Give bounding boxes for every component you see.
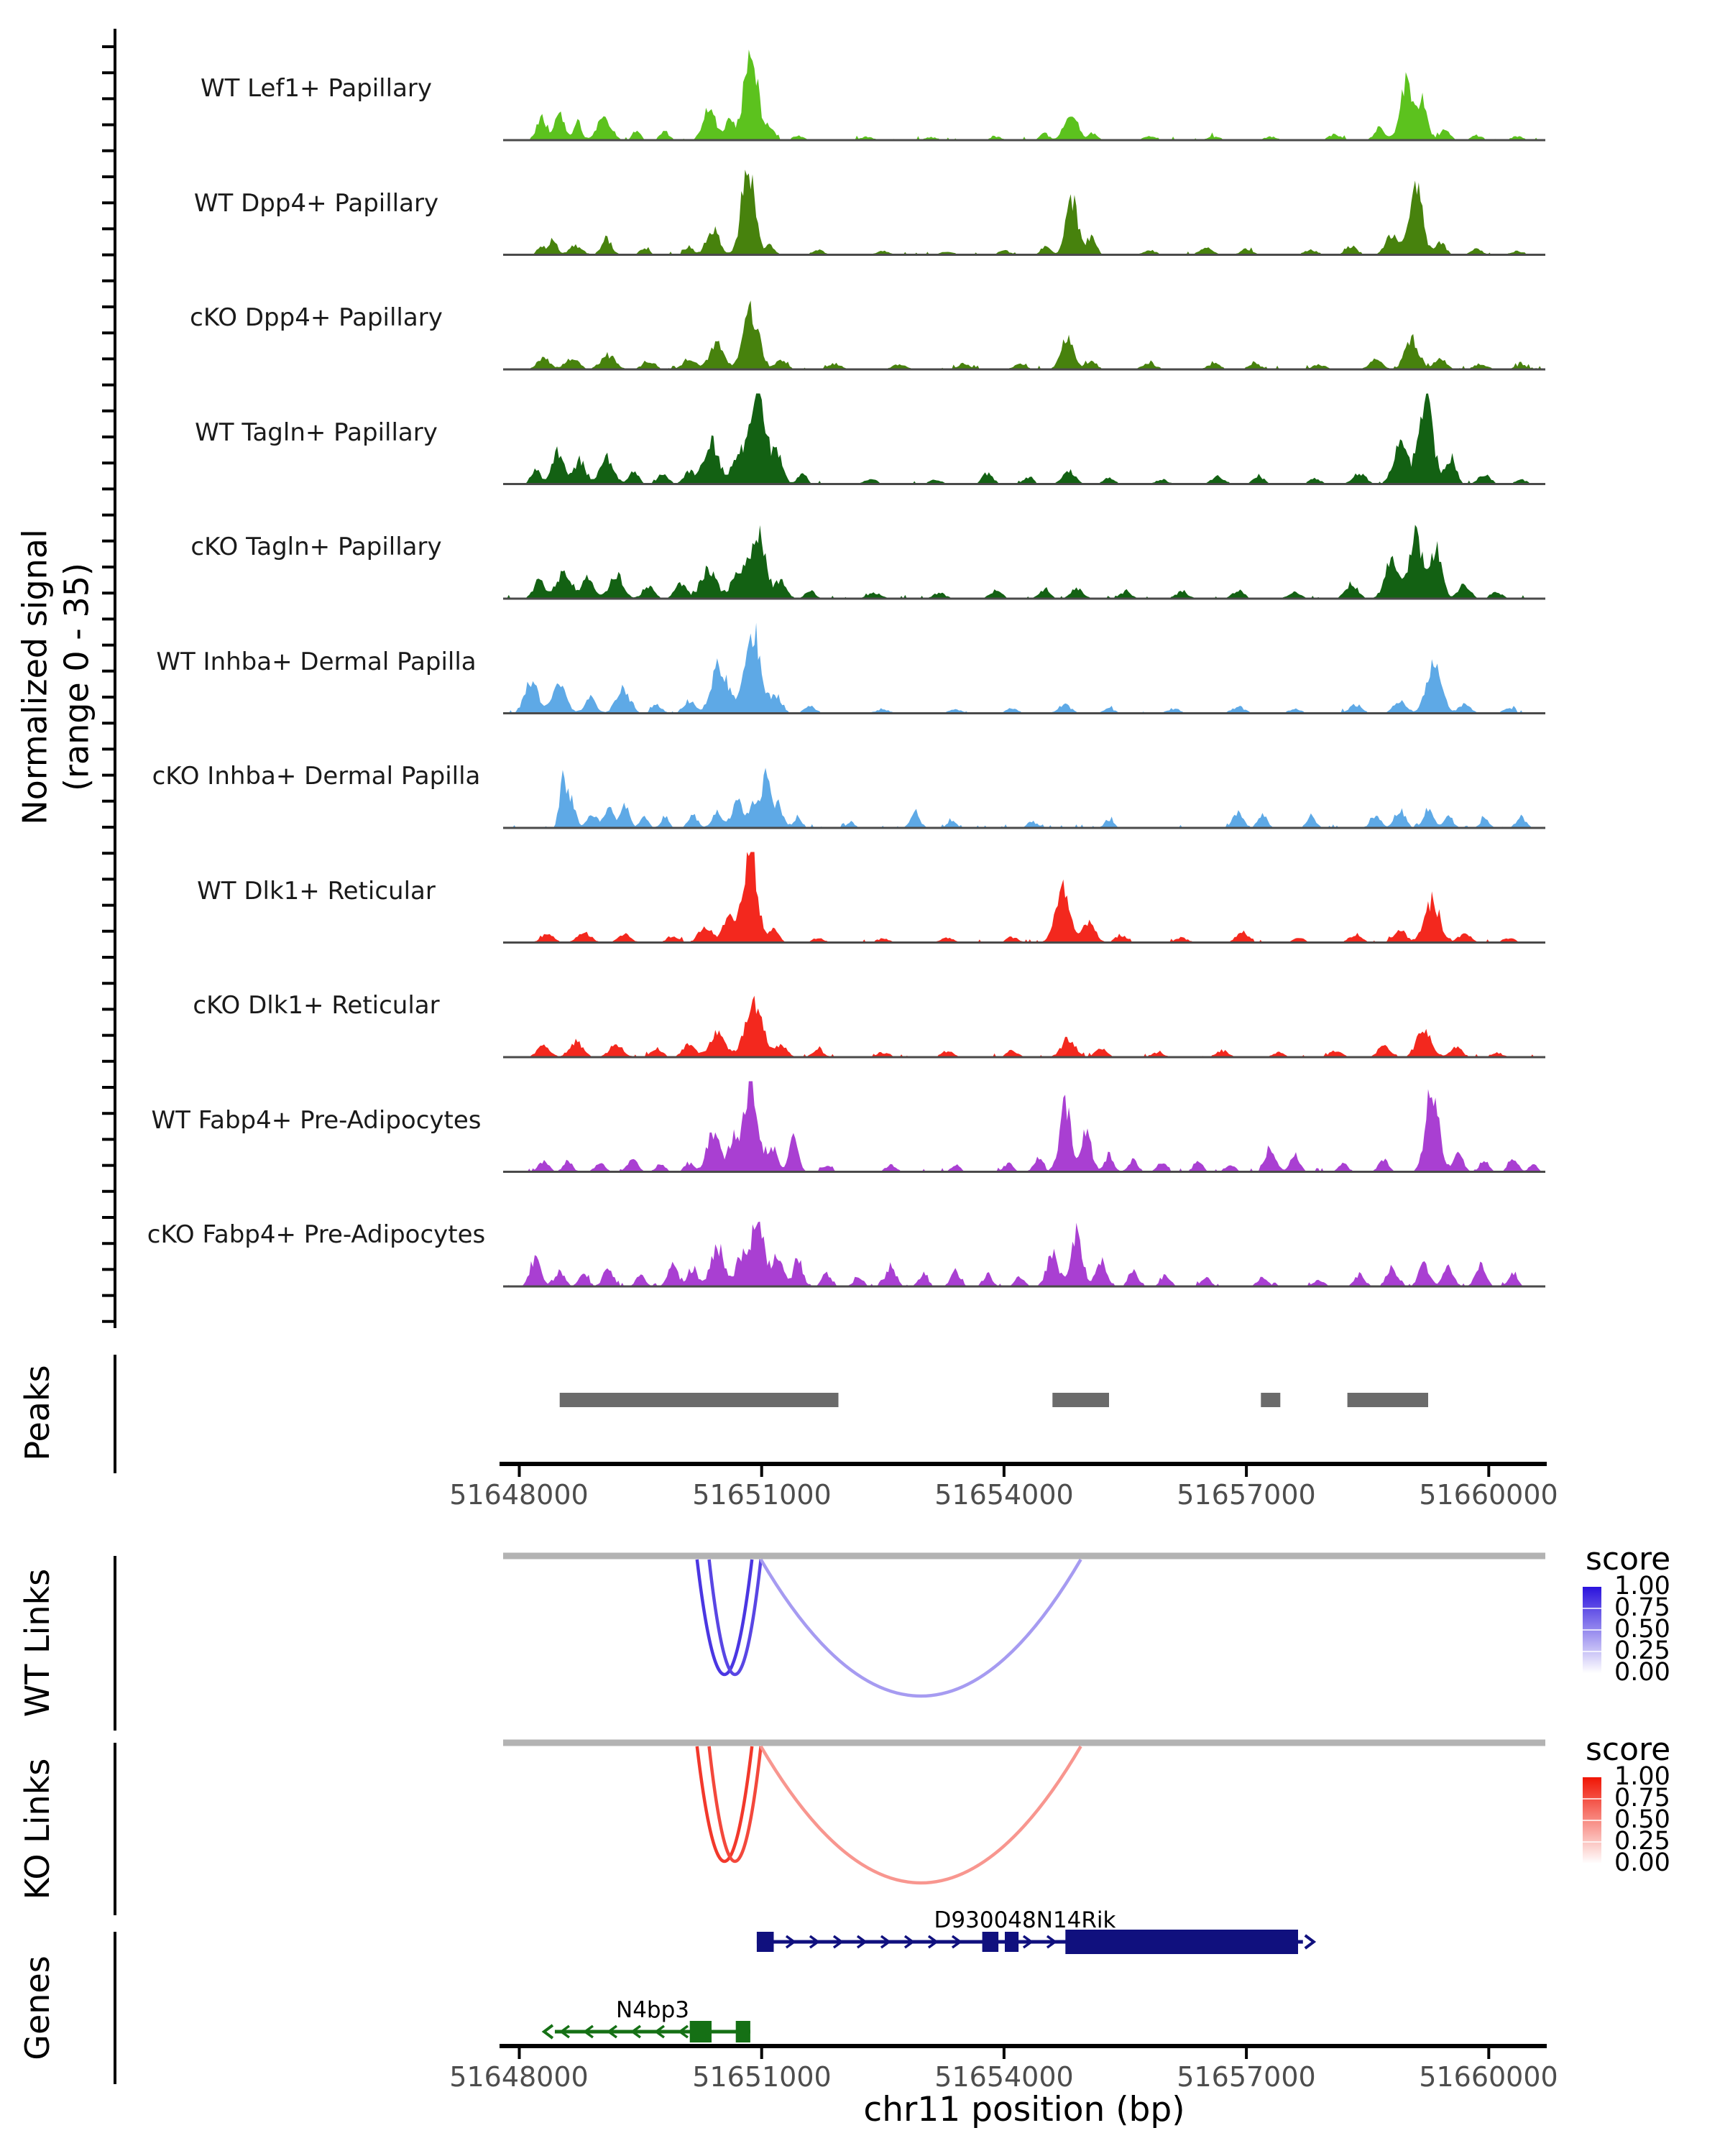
genome-axis-tick-label: 51660000 bbox=[1419, 2061, 1558, 2093]
score-legend-tick-label: 0.00 bbox=[1614, 1848, 1670, 1877]
wt-links-legend-title: score bbox=[1586, 1541, 1671, 1577]
link-arc bbox=[761, 1560, 1081, 1696]
section-label-peaks: Peaks bbox=[18, 1365, 57, 1461]
score-legend-tick-label: 0.25 bbox=[1614, 1827, 1670, 1856]
gene-name-label: D930048N14Rik bbox=[934, 1907, 1116, 1933]
coverage-track-area bbox=[503, 50, 1545, 140]
score-legend-bar-tick bbox=[1583, 1608, 1601, 1609]
peak-region-bar bbox=[1348, 1393, 1428, 1407]
section-label-genes: Genes bbox=[18, 1955, 57, 2060]
track-label: WT Lef1+ Papillary bbox=[200, 74, 433, 103]
y-axis-label-line1: Normalized signal bbox=[15, 529, 55, 825]
score-legend-bar-tick bbox=[1583, 1798, 1601, 1800]
y-axis-label-line2: (range 0 - 35) bbox=[57, 563, 96, 791]
genome-axis-tick-label: 51648000 bbox=[449, 2061, 589, 2093]
track-label: cKO Inhba+ Dermal Papilla bbox=[152, 762, 481, 791]
track-label: cKO Dpp4+ Papillary bbox=[190, 303, 443, 332]
peak-region-bar bbox=[560, 1393, 839, 1407]
score-legend-tick-label: 0.00 bbox=[1614, 1658, 1670, 1687]
gene-exon bbox=[690, 2021, 712, 2042]
score-legend-tick-label: 0.50 bbox=[1614, 1615, 1670, 1644]
genome-axis-tick-label: 51660000 bbox=[1419, 1479, 1558, 1511]
track-label: cKO Tagln+ Papillary bbox=[190, 533, 442, 561]
genome-axis-tick-label: 51657000 bbox=[1177, 2061, 1316, 2093]
genome-axis-tick-label: 51657000 bbox=[1177, 1479, 1316, 1511]
score-legend-bar-tick bbox=[1583, 1651, 1601, 1652]
score-legend-tick-label: 0.75 bbox=[1614, 1593, 1670, 1622]
score-legend-bar-tick bbox=[1583, 1841, 1601, 1843]
coverage-track-area bbox=[503, 1082, 1545, 1172]
x-axis-title: chr11 position (bp) bbox=[863, 2090, 1185, 2129]
score-legend-tick-label: 1.00 bbox=[1614, 1762, 1670, 1791]
score-legend-bar-tick bbox=[1583, 1629, 1601, 1631]
strand-arrow-icon bbox=[1305, 1935, 1314, 1948]
score-legend-tick-label: 0.25 bbox=[1614, 1636, 1670, 1665]
coverage-track-area bbox=[503, 1222, 1545, 1286]
gene-exon bbox=[983, 1932, 999, 1952]
genome-axis-tick-label: 51651000 bbox=[692, 2061, 832, 2093]
gene-name-label: N4bp3 bbox=[616, 1997, 689, 2023]
track-label: WT Dpp4+ Papillary bbox=[193, 188, 439, 218]
section-label-ko-links: KO Links bbox=[18, 1758, 57, 1900]
score-legend-bar-tick bbox=[1583, 1820, 1601, 1821]
score-legend-tick-label: 0.75 bbox=[1614, 1784, 1670, 1812]
peak-region-bar bbox=[1052, 1393, 1109, 1407]
score-legend-tick-label: 1.00 bbox=[1614, 1572, 1670, 1600]
coverage-track-area bbox=[503, 768, 1545, 828]
coverage-track-area bbox=[503, 525, 1545, 599]
y-axis-label bbox=[15, 529, 98, 825]
section-label-wt-links: WT Links bbox=[18, 1568, 57, 1718]
score-legend-tick-label: 0.50 bbox=[1614, 1805, 1670, 1834]
track-label: WT Tagln+ Papillary bbox=[195, 418, 438, 447]
ko-links-legend-title: score bbox=[1586, 1731, 1671, 1768]
genome-axis-tick-label: 51651000 bbox=[692, 1479, 832, 1511]
track-label: WT Fabp4+ Pre-Adipocytes bbox=[151, 1105, 482, 1135]
coverage-track-area bbox=[503, 300, 1545, 369]
gene-exon bbox=[1065, 1930, 1298, 1954]
coverage-track-area bbox=[503, 852, 1545, 943]
gene-exon bbox=[1005, 1932, 1018, 1952]
genome-axis-tick-label: 51654000 bbox=[934, 1479, 1074, 1511]
coverage-track-area bbox=[503, 394, 1545, 484]
track-label: WT Inhba+ Dermal Papilla bbox=[156, 647, 477, 676]
coverage-track-area bbox=[503, 170, 1545, 254]
coverage-track-area bbox=[503, 623, 1545, 714]
genome-axis-tick-label: 51648000 bbox=[449, 1479, 589, 1511]
link-arc bbox=[761, 1746, 1081, 1883]
track-label: cKO Fabp4+ Pre-Adipocytes bbox=[147, 1220, 486, 1249]
gene-exon bbox=[736, 2021, 750, 2042]
coverage-track-area bbox=[503, 996, 1545, 1058]
genome-axis-tick-label: 51654000 bbox=[934, 2061, 1074, 2093]
track-label: cKO Dlk1+ Reticular bbox=[193, 991, 440, 1020]
gene-exon bbox=[757, 1932, 774, 1952]
strand-arrow-icon bbox=[544, 2025, 553, 2038]
track-label: WT Dlk1+ Reticular bbox=[197, 876, 436, 906]
peak-region-bar bbox=[1261, 1393, 1280, 1407]
